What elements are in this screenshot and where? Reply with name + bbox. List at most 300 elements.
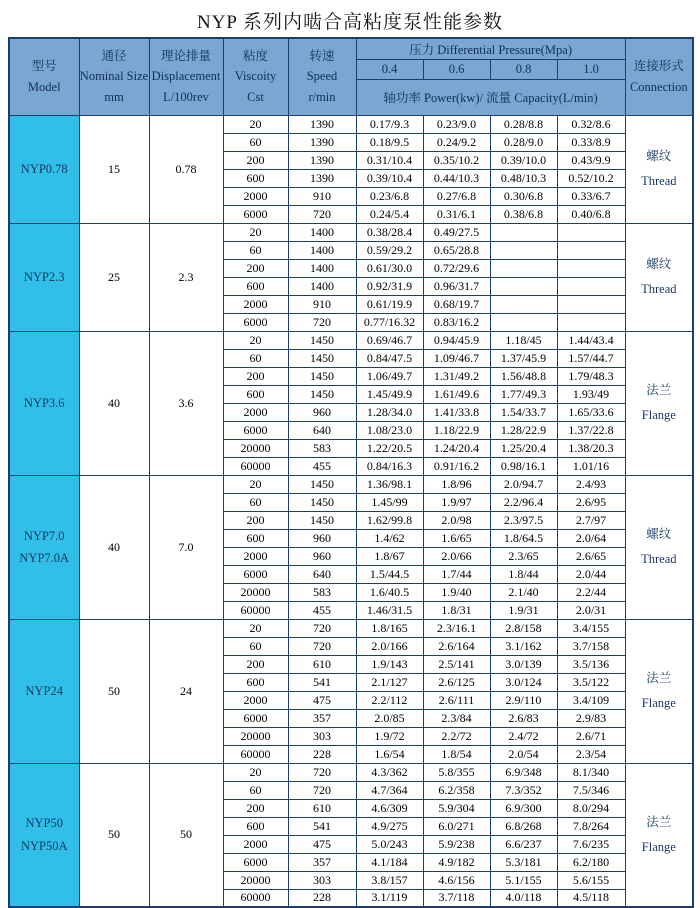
power-capacity-cell: 1.31/49.2 — [423, 367, 490, 385]
power-capacity-cell: 2.3/97.5 — [490, 511, 557, 529]
power-capacity-cell: 6.2/358 — [423, 781, 490, 799]
connection-cell-line: 螺纹 — [646, 149, 672, 163]
nominal-size-cell: 50 — [79, 619, 149, 763]
speed-cell: 541 — [288, 817, 356, 835]
power-capacity-cell: 0.49/27.5 — [423, 223, 490, 241]
power-capacity-cell: 2.3/65 — [490, 547, 557, 565]
power-capacity-cell: 3.4/109 — [557, 691, 625, 709]
nominal-size-cell: 40 — [79, 331, 149, 475]
power-capacity-cell: 5.0/243 — [356, 835, 423, 853]
page-title: NYP 系列内啮合高粘度泵性能参数 — [196, 12, 504, 33]
speed-cell: 1450 — [288, 475, 356, 493]
power-capacity-cell: 0.18/9.5 — [356, 133, 423, 151]
viscosity-cell: 20 — [223, 619, 288, 637]
header-connection: 连接形式 Connection — [625, 38, 693, 115]
nominal-size-cell: 50 — [79, 763, 149, 907]
power-capacity-cell: 1.24/20.4 — [423, 439, 490, 457]
viscosity-cell: 20 — [223, 223, 288, 241]
power-capacity-cell: 2.6/71 — [557, 727, 625, 745]
power-capacity-cell: 1.18/22.9 — [423, 421, 490, 439]
table-row — [9, 223, 693, 241]
power-capacity-cell: 8.0/294 — [557, 799, 625, 817]
power-capacity-cell: 1.45/49.9 — [356, 385, 423, 403]
power-capacity-cell: 0.52/10.2 — [557, 169, 625, 187]
power-capacity-cell: 1.44/43.4 — [557, 331, 625, 349]
viscosity-cell: 600 — [223, 169, 288, 187]
displacement-cell: 3.6 — [149, 331, 223, 475]
power-capacity-cell: 0.31/6.1 — [423, 205, 490, 223]
power-capacity-cell: 5.6/155 — [557, 871, 625, 889]
power-capacity-cell: 0.98/16.1 — [490, 457, 557, 475]
header-viscosity: 粘度 Viscoity Cst — [223, 38, 288, 115]
power-capacity-cell: 2.7/97 — [557, 511, 625, 529]
viscosity-cell: 600 — [223, 277, 288, 295]
power-capacity-cell: 2.2/96.4 — [490, 493, 557, 511]
power-capacity-cell: 0.69/46.7 — [356, 331, 423, 349]
power-capacity-cell: 2.4/72 — [490, 727, 557, 745]
power-capacity-cell: 1.79/48.3 — [557, 367, 625, 385]
power-capacity-cell: 0.31/10.4 — [356, 151, 423, 169]
power-capacity-cell: 1.28/22.9 — [490, 421, 557, 439]
power-capacity-cell: 3.5/136 — [557, 655, 625, 673]
power-capacity-cell — [490, 259, 557, 277]
nominal-size-cell: 15 — [79, 115, 149, 223]
speed-cell: 720 — [288, 619, 356, 637]
power-capacity-cell: 0.30/6.8 — [490, 187, 557, 205]
power-capacity-cell: 2.0/31 — [557, 601, 625, 619]
power-capacity-cell — [557, 241, 625, 259]
speed-cell: 720 — [288, 313, 356, 331]
power-capacity-cell: 6.0/271 — [423, 817, 490, 835]
speed-cell: 1400 — [288, 241, 356, 259]
power-capacity-cell: 1.09/46.7 — [423, 349, 490, 367]
power-capacity-cell: 0.92/31.9 — [356, 277, 423, 295]
speed-cell: 1450 — [288, 385, 356, 403]
power-capacity-cell: 4.9/275 — [356, 817, 423, 835]
power-capacity-cell: 1.57/44.7 — [557, 349, 625, 367]
power-capacity-cell — [490, 241, 557, 259]
model-cell: NYP0.78 — [9, 115, 79, 223]
viscosity-cell: 600 — [223, 817, 288, 835]
power-capacity-cell: 0.61/19.9 — [356, 295, 423, 313]
power-capacity-cell: 1.41/33.8 — [423, 403, 490, 421]
power-capacity-cell: 1.54/33.7 — [490, 403, 557, 421]
power-capacity-cell: 2.0/54 — [490, 745, 557, 763]
speed-cell: 303 — [288, 871, 356, 889]
power-capacity-cell: 4.7/364 — [356, 781, 423, 799]
power-capacity-cell: 6.8/268 — [490, 817, 557, 835]
power-capacity-cell: 4.1/184 — [356, 853, 423, 871]
connection-cell-line: Thread — [641, 552, 677, 566]
nominal-size-cell: 40 — [79, 475, 149, 619]
speed-cell: 1450 — [288, 367, 356, 385]
viscosity-cell: 600 — [223, 529, 288, 547]
displacement-cell: 50 — [149, 763, 223, 907]
power-capacity-cell: 1.6/40.5 — [356, 583, 423, 601]
power-capacity-cell: 3.7/118 — [423, 889, 490, 907]
power-capacity-cell: 2.0/166 — [356, 637, 423, 655]
power-capacity-cell: 2.0/44 — [557, 565, 625, 583]
power-capacity-cell: 6.2/180 — [557, 853, 625, 871]
power-capacity-cell: 4.0/118 — [490, 889, 557, 907]
connection-cell-line: 法兰 — [646, 671, 672, 685]
header-pressure-0-8: 0.8 — [490, 59, 557, 79]
speed-cell: 1450 — [288, 511, 356, 529]
connection-cell-line: 法兰 — [646, 383, 672, 397]
power-capacity-cell: 1.38/20.3 — [557, 439, 625, 457]
speed-cell: 357 — [288, 853, 356, 871]
model-cell: NYP3.6 — [9, 331, 79, 475]
viscosity-cell: 20 — [223, 763, 288, 781]
viscosity-cell: 60 — [223, 637, 288, 655]
nominal-size-cell: 25 — [79, 223, 149, 331]
model-cell-line: NYP50A — [20, 838, 68, 853]
power-capacity-cell: 1.65/33.6 — [557, 403, 625, 421]
power-capacity-cell: 0.24/5.4 — [356, 205, 423, 223]
power-capacity-cell: 1.77/49.3 — [490, 385, 557, 403]
performance-table — [8, 37, 694, 908]
power-capacity-cell: 1.8/31 — [423, 601, 490, 619]
power-capacity-cell: 2.4/93 — [557, 475, 625, 493]
power-capacity-cell: 0.28/8.8 — [490, 115, 557, 133]
power-capacity-cell: 1.8/67 — [356, 547, 423, 565]
power-capacity-cell — [557, 295, 625, 313]
power-capacity-cell: 0.38/6.8 — [490, 205, 557, 223]
model-cell: NYP2.3 — [9, 223, 79, 331]
viscosity-cell: 20000 — [223, 727, 288, 745]
power-capacity-cell: 0.44/10.3 — [423, 169, 490, 187]
connection-cell-line: Thread — [641, 174, 677, 188]
power-capacity-cell: 0.72/29.6 — [423, 259, 490, 277]
speed-cell: 960 — [288, 529, 356, 547]
power-capacity-cell: 1.56/48.8 — [490, 367, 557, 385]
speed-cell: 357 — [288, 709, 356, 727]
power-capacity-cell: 2.6/83 — [490, 709, 557, 727]
speed-cell: 720 — [288, 781, 356, 799]
power-capacity-cell: 0.33/8.9 — [557, 133, 625, 151]
speed-cell: 1450 — [288, 331, 356, 349]
power-capacity-cell: 3.1/162 — [490, 637, 557, 655]
viscosity-cell: 6000 — [223, 313, 288, 331]
power-capacity-cell: 0.68/19.7 — [423, 295, 490, 313]
power-capacity-cell: 3.0/139 — [490, 655, 557, 673]
viscosity-cell: 60000 — [223, 457, 288, 475]
viscosity-cell: 20 — [223, 115, 288, 133]
power-capacity-cell: 2.2/44 — [557, 583, 625, 601]
speed-cell: 640 — [288, 421, 356, 439]
viscosity-cell: 60000 — [223, 745, 288, 763]
viscosity-cell: 2000 — [223, 691, 288, 709]
power-capacity-cell: 2.0/94.7 — [490, 475, 557, 493]
header-speed: 转速 Speed r/min — [288, 38, 356, 115]
connection-cell-line: Thread — [641, 282, 677, 296]
model-cell — [9, 475, 79, 619]
power-capacity-cell: 8.1/340 — [557, 763, 625, 781]
power-capacity-cell: 2.6/111 — [423, 691, 490, 709]
speed-cell: 720 — [288, 637, 356, 655]
power-capacity-cell: 0.48/10.3 — [490, 169, 557, 187]
speed-cell: 640 — [288, 565, 356, 583]
power-capacity-cell — [490, 223, 557, 241]
power-capacity-cell: 1.8/54 — [423, 745, 490, 763]
viscosity-cell: 20 — [223, 475, 288, 493]
viscosity-cell: 60 — [223, 241, 288, 259]
connection-cell-line: 螺纹 — [646, 257, 672, 271]
speed-cell: 455 — [288, 457, 356, 475]
speed-cell: 610 — [288, 799, 356, 817]
power-capacity-cell: 0.96/31.7 — [423, 277, 490, 295]
power-capacity-cell: 1.18/45 — [490, 331, 557, 349]
power-capacity-cell: 0.94/45.9 — [423, 331, 490, 349]
table-row — [9, 763, 693, 781]
power-capacity-cell: 6.6/237 — [490, 835, 557, 853]
viscosity-cell: 60000 — [223, 889, 288, 907]
viscosity-cell: 60 — [223, 493, 288, 511]
table-row — [9, 475, 693, 493]
speed-cell: 1450 — [288, 493, 356, 511]
power-capacity-cell: 1.9/143 — [356, 655, 423, 673]
power-capacity-cell: 0.17/9.3 — [356, 115, 423, 133]
power-capacity-cell: 0.83/16.2 — [423, 313, 490, 331]
speed-cell: 1400 — [288, 223, 356, 241]
power-capacity-cell — [557, 223, 625, 241]
power-capacity-cell: 1.8/64.5 — [490, 529, 557, 547]
header-pressure-0-4: 0.4 — [356, 59, 423, 79]
speed-cell: 720 — [288, 763, 356, 781]
power-capacity-cell: 0.40/6.8 — [557, 205, 625, 223]
power-capacity-cell: 5.3/181 — [490, 853, 557, 871]
power-capacity-cell: 2.3/84 — [423, 709, 490, 727]
header-pressure-1-0: 1.0 — [557, 59, 625, 79]
power-capacity-cell: 6.9/348 — [490, 763, 557, 781]
header-model: 型号 Model — [9, 38, 79, 115]
displacement-cell: 0.78 — [149, 115, 223, 223]
viscosity-cell: 6000 — [223, 709, 288, 727]
viscosity-cell: 200 — [223, 511, 288, 529]
viscosity-cell: 60 — [223, 349, 288, 367]
viscosity-cell: 60000 — [223, 601, 288, 619]
speed-cell: 1450 — [288, 349, 356, 367]
speed-cell: 583 — [288, 583, 356, 601]
speed-cell: 455 — [288, 601, 356, 619]
speed-cell: 1390 — [288, 169, 356, 187]
power-capacity-cell — [557, 313, 625, 331]
viscosity-cell: 2000 — [223, 547, 288, 565]
power-capacity-cell: 1.45/99 — [356, 493, 423, 511]
power-capacity-cell: 0.39/10.4 — [356, 169, 423, 187]
viscosity-cell: 600 — [223, 385, 288, 403]
viscosity-cell: 200 — [223, 259, 288, 277]
header-nominal-size: 通径 Nominal Size mm — [79, 38, 149, 115]
power-capacity-cell: 0.59/29.2 — [356, 241, 423, 259]
power-capacity-cell: 2.2/112 — [356, 691, 423, 709]
power-capacity-cell: 0.84/47.5 — [356, 349, 423, 367]
speed-cell: 1400 — [288, 277, 356, 295]
power-capacity-cell: 1.8/96 — [423, 475, 490, 493]
power-capacity-cell: 1.5/44.5 — [356, 565, 423, 583]
viscosity-cell: 2000 — [223, 835, 288, 853]
power-capacity-cell: 0.38/28.4 — [356, 223, 423, 241]
power-capacity-cell: 1.61/49.6 — [423, 385, 490, 403]
power-capacity-cell — [490, 277, 557, 295]
power-capacity-cell: 1.37/45.9 — [490, 349, 557, 367]
power-capacity-cell: 3.1/119 — [356, 889, 423, 907]
speed-cell: 1390 — [288, 151, 356, 169]
table-row — [9, 331, 693, 349]
power-capacity-cell: 3.0/124 — [490, 673, 557, 691]
viscosity-cell: 20000 — [223, 439, 288, 457]
power-capacity-cell: 0.23/9.0 — [423, 115, 490, 133]
power-capacity-cell: 2.2/72 — [423, 727, 490, 745]
power-capacity-cell: 1.01/16 — [557, 457, 625, 475]
power-capacity-cell: 4.3/362 — [356, 763, 423, 781]
header-power-capacity: 轴功率 Power(kw)/ 流量 Capacity(L/min) — [356, 79, 625, 115]
connection-cell-line: Flange — [641, 696, 676, 710]
speed-cell: 910 — [288, 295, 356, 313]
model-cell-line: NYP7.0 — [23, 528, 65, 543]
displacement-cell: 2.3 — [149, 223, 223, 331]
power-capacity-cell: 1.4/62 — [356, 529, 423, 547]
power-capacity-cell: 5.9/304 — [423, 799, 490, 817]
power-capacity-cell: 1.08/23.0 — [356, 421, 423, 439]
power-capacity-cell: 1.28/34.0 — [356, 403, 423, 421]
power-capacity-cell: 2.6/125 — [423, 673, 490, 691]
power-capacity-cell: 2.6/95 — [557, 493, 625, 511]
power-capacity-cell: 1.46/31.5 — [356, 601, 423, 619]
connection-cell — [625, 223, 693, 331]
viscosity-cell: 200 — [223, 655, 288, 673]
power-capacity-cell: 7.8/264 — [557, 817, 625, 835]
viscosity-cell: 200 — [223, 799, 288, 817]
power-capacity-cell: 2.0/85 — [356, 709, 423, 727]
power-capacity-cell: 0.33/6.7 — [557, 187, 625, 205]
viscosity-cell: 20 — [223, 331, 288, 349]
speed-cell: 960 — [288, 403, 356, 421]
power-capacity-cell: 7.6/235 — [557, 835, 625, 853]
displacement-cell: 7.0 — [149, 475, 223, 619]
table-body — [9, 115, 693, 907]
power-capacity-cell: 1.37/22.8 — [557, 421, 625, 439]
power-capacity-cell: 0.43/9.9 — [557, 151, 625, 169]
power-capacity-cell — [557, 277, 625, 295]
power-capacity-cell: 3.5/122 — [557, 673, 625, 691]
power-capacity-cell: 1.22/20.5 — [356, 439, 423, 457]
viscosity-cell: 6000 — [223, 853, 288, 871]
power-capacity-cell: 7.5/346 — [557, 781, 625, 799]
power-capacity-cell: 1.6/65 — [423, 529, 490, 547]
power-capacity-cell: 1.9/72 — [356, 727, 423, 745]
power-capacity-cell: 1.06/49.7 — [356, 367, 423, 385]
displacement-cell: 24 — [149, 619, 223, 763]
power-capacity-cell: 4.9/182 — [423, 853, 490, 871]
power-capacity-cell: 0.77/16.32 — [356, 313, 423, 331]
power-capacity-cell: 0.28/9.0 — [490, 133, 557, 151]
connection-cell — [625, 763, 693, 907]
power-capacity-cell: 2.6/65 — [557, 547, 625, 565]
speed-cell: 1390 — [288, 133, 356, 151]
speed-cell: 910 — [288, 187, 356, 205]
speed-cell: 610 — [288, 655, 356, 673]
power-capacity-cell: 2.1/127 — [356, 673, 423, 691]
table-row — [9, 115, 693, 133]
power-capacity-cell: 5.1/155 — [490, 871, 557, 889]
model-cell-line: NYP50 — [25, 816, 63, 831]
viscosity-cell: 20000 — [223, 583, 288, 601]
power-capacity-cell: 5.9/238 — [423, 835, 490, 853]
connection-cell — [625, 115, 693, 223]
power-capacity-cell: 1.9/40 — [423, 583, 490, 601]
connection-cell-line: 螺纹 — [646, 527, 672, 541]
speed-cell: 228 — [288, 889, 356, 907]
power-capacity-cell: 2.3/54 — [557, 745, 625, 763]
viscosity-cell: 6000 — [223, 421, 288, 439]
power-capacity-cell: 2.0/64 — [557, 529, 625, 547]
speed-cell: 720 — [288, 205, 356, 223]
viscosity-cell: 20000 — [223, 871, 288, 889]
power-capacity-cell: 0.65/28.8 — [423, 241, 490, 259]
header-pressure-0-6: 0.6 — [423, 59, 490, 79]
power-capacity-cell: 2.6/164 — [423, 637, 490, 655]
table-row — [9, 619, 693, 637]
power-capacity-cell: 1.93/49 — [557, 385, 625, 403]
speed-cell: 1400 — [288, 259, 356, 277]
speed-cell: 583 — [288, 439, 356, 457]
power-capacity-cell: 2.0/66 — [423, 547, 490, 565]
speed-cell: 475 — [288, 691, 356, 709]
power-capacity-cell — [490, 313, 557, 331]
power-capacity-cell: 2.5/141 — [423, 655, 490, 673]
power-capacity-cell: 0.24/9.2 — [423, 133, 490, 151]
power-capacity-cell: 0.39/10.0 — [490, 151, 557, 169]
viscosity-cell: 6000 — [223, 205, 288, 223]
model-cell — [9, 763, 79, 907]
power-capacity-cell — [557, 259, 625, 277]
connection-cell — [625, 619, 693, 763]
power-capacity-cell: 0.35/10.2 — [423, 151, 490, 169]
model-cell-line: NYP7.0A — [19, 551, 70, 565]
power-capacity-cell: 1.25/20.4 — [490, 439, 557, 457]
power-capacity-cell: 0.61/30.0 — [356, 259, 423, 277]
speed-cell: 228 — [288, 745, 356, 763]
viscosity-cell: 2000 — [223, 295, 288, 313]
viscosity-cell: 2000 — [223, 403, 288, 421]
connection-cell — [625, 331, 693, 475]
power-capacity-cell: 4.6/309 — [356, 799, 423, 817]
model-cell: NYP24 — [9, 619, 79, 763]
connection-cell-line: Flange — [641, 839, 676, 854]
speed-cell: 541 — [288, 673, 356, 691]
power-capacity-cell: 1.8/165 — [356, 619, 423, 637]
power-capacity-cell — [490, 295, 557, 313]
power-capacity-cell: 1.9/97 — [423, 493, 490, 511]
viscosity-cell: 600 — [223, 673, 288, 691]
power-capacity-cell: 4.6/156 — [423, 871, 490, 889]
power-capacity-cell: 0.32/8.6 — [557, 115, 625, 133]
viscosity-cell: 6000 — [223, 565, 288, 583]
power-capacity-cell: 0.91/16.2 — [423, 457, 490, 475]
viscosity-cell: 60 — [223, 781, 288, 799]
power-capacity-cell: 2.9/110 — [490, 691, 557, 709]
power-capacity-cell: 7.3/352 — [490, 781, 557, 799]
header-pressure-title: 压力 Differential Pressure(Mpa) — [356, 38, 625, 59]
viscosity-cell: 200 — [223, 151, 288, 169]
power-capacity-cell: 2.8/158 — [490, 619, 557, 637]
power-capacity-cell: 2.1/40 — [490, 583, 557, 601]
power-capacity-cell: 1.9/31 — [490, 601, 557, 619]
connection-cell — [625, 475, 693, 619]
header-displacement: 理论排量 Displacement L/100rev — [149, 38, 223, 115]
speed-cell: 1390 — [288, 115, 356, 133]
